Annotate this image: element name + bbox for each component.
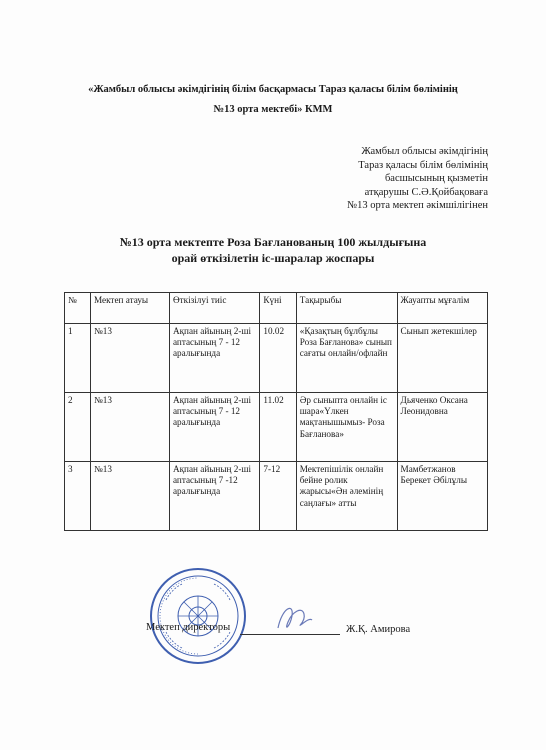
addressee-block	[347, 145, 488, 213]
addressee-line: Жамбыл облысы әкімдігінің	[361, 146, 488, 157]
director-name: Ж.Қ. Амирова	[346, 624, 411, 635]
addressee-line: басшысының қызметін	[384, 173, 488, 185]
events-plan-table	[64, 292, 488, 531]
table-cell: Мамбетжанов Берекет Әбілұлы	[397, 462, 487, 531]
table-cell: Дьяченко Оксана Леонидовна	[397, 393, 487, 462]
addressee-line: атқарушы С.Ә.Қойбақоваға	[364, 186, 488, 198]
table-cell: 2	[65, 393, 91, 462]
table-cell: «Қазақтың бұлбұлы Роза Бағланова» сынып сағаты онлайн/офлайн	[296, 324, 397, 393]
title-line-2: орай өткізілетін іс-шаралар жоспары	[171, 251, 375, 265]
table-cell: 10.02	[260, 324, 296, 393]
table-cell: Әр сыныпта онлайн іс шара«Үлкен мақтанышымыз- Роза Бағланова»	[296, 393, 397, 462]
signature-icon	[272, 598, 316, 638]
table-cell: 3	[65, 462, 91, 531]
table-cell: 11.02	[260, 393, 296, 462]
header-line-1: «Жамбыл облысы әкімдігінің білім басқармасы Тараз қаласы білім бөлімінің	[88, 84, 458, 95]
title-line-1: №13 орта мектепте Роза Бағланованың 100 жылдығына	[119, 235, 427, 249]
header-line-2: №13 орта мектебі» КММ	[213, 104, 333, 115]
table-cell: №13	[90, 324, 169, 393]
addressee-line: Тараз қаласы білім бөлімінің	[358, 159, 488, 171]
table-row	[65, 324, 488, 393]
column-header: Мектеп атауы	[90, 293, 169, 324]
official-seal-icon	[148, 566, 248, 666]
column-header: №	[65, 293, 91, 324]
column-header: Өткізілуі тиіс	[169, 293, 259, 324]
table-cell: 1	[65, 324, 91, 393]
table-cell: №13	[90, 393, 169, 462]
table-cell: №13	[90, 462, 169, 531]
document-title	[0, 234, 546, 266]
director-label: Мектеп директоры	[146, 622, 231, 633]
table-cell: 7-12	[260, 462, 296, 531]
column-header: Тақырыбы	[296, 293, 397, 324]
table-cell: Сынып жетекшілер	[397, 324, 487, 393]
table-header-row	[65, 293, 488, 324]
table-row	[65, 393, 488, 462]
column-header: Күні	[260, 293, 296, 324]
signature-line	[240, 634, 340, 635]
table-cell: Мектепішілік онлайн бейне ролик жарысы«Ән әлемінің саңлағы» атты	[296, 462, 397, 531]
addressee-line: №13 орта мектеп әкімшілігінен	[347, 200, 488, 212]
column-header: Жауапты мұғалім	[397, 293, 487, 324]
table-row	[65, 462, 488, 531]
table-cell: Ақпан айының 2-ші аптасының 7 - 12 аралығында	[169, 324, 259, 393]
table-cell: Ақпан айының 2-ші аптасының 7 -12 аралығында	[169, 462, 259, 531]
table-cell: Ақпан айының 2-ші аптасының 7 - 12 аралығында	[169, 393, 259, 462]
